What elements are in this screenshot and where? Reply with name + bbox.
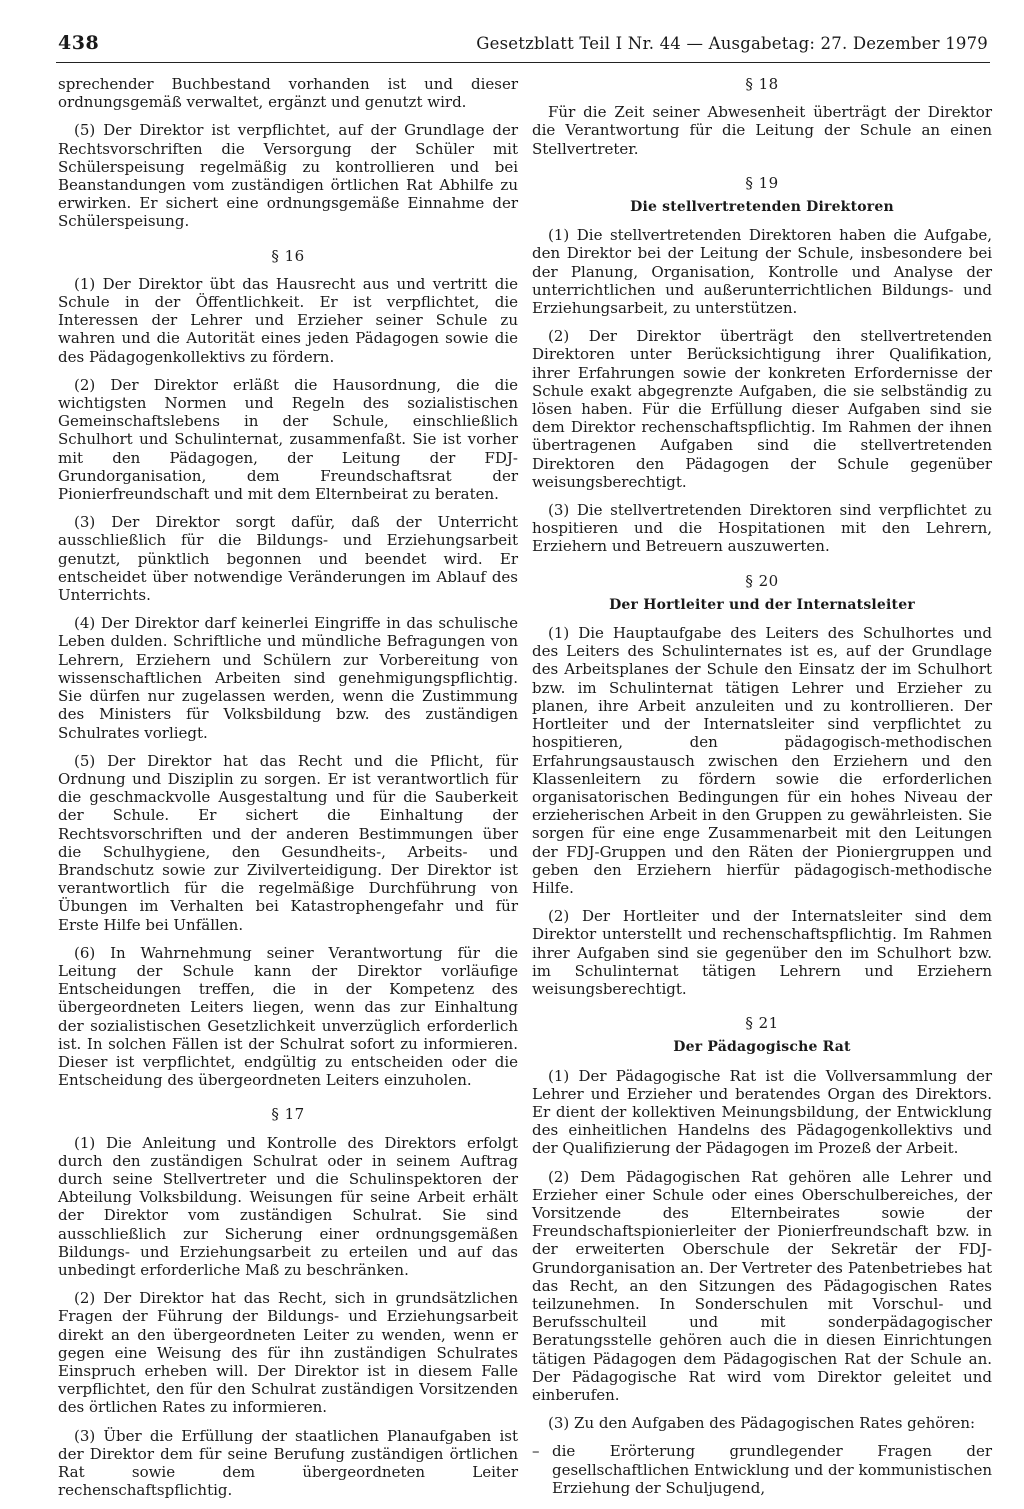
paragraph: (4) Der Direktor darf keinerlei Eingriffe in das schulische Leben dulden. Schriftliche und mündliche Befragungen von Lehrern, Erziehern und Schülern zur Vorbereitung von wissenschaftlichen Arbeiten sind genehmigungspflichtig. Sie dürfen nur zugelassen werden, wenn die Zustimmung des Ministers für Volksbildung bzw. des zuständigen Schulrates vorliegt. [58,614,518,742]
section-heading: § 19 [745,173,779,192]
section-title: Die stellvertretenden Direktoren [630,199,894,216]
section-heading: § 17 [271,1105,305,1124]
right-column [532,75,992,1497]
paragraph: (5) Der Direktor ist verpflichtet, auf der Grundlage der Rechtsvorschriften die Versorgung der Schüler mit Schülerspeisung regelmäßig zu kontrollieren und bei Beanstandungen vom zuständigen örtlichen Rat Abhilfe zu erwirken. Er sichert eine ordnungsgemäße Einnahme der Schülerspeisung. [58,121,518,231]
left-column [58,75,518,1509]
paragraph: (5) Der Direktor hat das Recht und die Pflicht, für Ordnung und Disziplin zu sorgen. Er ist verantwortlich für die geschmackvolle Ausgestaltung und für die Sauberkeit der Schule. Er sichert die Einhaltung der Rechtsvorschriften und der anderen Bestimmungen über die Schulhygiene, den Gesundheits-, Arbeits- und Brandschutz sowie zur Zivilverteidigung. Der Direktor ist verantwortlich für die regelmäßige Durchführung von Übungen im Verhalten bei Katastrophengefahr und für Erste Hilfe bei Unfällen. [58,751,518,934]
paragraph: Für die Zeit seiner Abwesenheit überträgt der Direktor die Verantwortung für die Leitung der Schule an einen Stellvertreter. [532,103,992,158]
paragraph: sprechender Buchbestand vorhanden ist und dieser ordnungsgemäß verwaltet, ergänzt und genutzt wird. [58,75,518,112]
running-head: Gesetzblatt Teil I Nr. 44 — Ausgabetag: 27. Dezember 1979 [476,34,988,53]
section-heading: § 18 [745,75,779,93]
page-number: 438 [58,32,100,54]
paragraph: (1) Die stellvertretenden Direktoren haben die Aufgabe, den Direktor bei der Leitung der Schule, insbesondere bei der Planung, Organisation, Kontrolle und Analyse der unterrichtlichen und außerunterrichtlichen Bildungs- und Erziehungsarbeit, zu unterstützen. [532,226,992,318]
section-heading: § 21 [745,1014,779,1033]
list-item-text: die Erörterung grundlegender Fragen der gesellschaftlichen Entwicklung und der kommunistischen Erziehung der Schuljugend, [552,1442,992,1497]
page-header [56,26,990,63]
paragraph: (3) Zu den Aufgaben des Pädagogischen Rates gehören: [548,1414,976,1433]
dash-bullet: – [532,1442,540,1461]
paragraph: (2) Der Direktor erläßt die Hausordnung, die die wichtigsten Normen und Regeln des sozialistischen Gemeinschaftslebens in der Schule, einschließlich Schulhort und Schulinternat, zusammenfaßt. Sie ist vorher mit den Pädagogen, der Leitung der FDJ-Grundorganisation, dem Freundschaftsrat der Pionierfreundschaft und mit dem Elternbeirat zu beraten. [58,375,518,504]
paragraph: (1) Die Anleitung und Kontrolle des Direktors erfolgt durch den zuständigen Schulrat oder in seinem Auftrag durch seine Stellvertreter und die Schulinspektoren der Abteilung Volksbildung. Weisungen für seine Arbeit erhält der Direktor vom zuständigen Schulrat. Sie sind ausschließlich zur Sicherung einer ordnungsgemäßen Bildungs- und Erziehungsarbeit zu erteilen und auf das unbedingt erforderliche Maß zu beschränken. [58,1133,518,1279]
paragraph: (1) Der Direktor übt das Hausrecht aus und vertritt die Schule in der Öffentlichkeit. Er ist verpflichtet, die Interessen der Lehrer und Erzieher seiner Schule zu wahren und die Autorität eines jeden Pädagogen sowie die des Pädagogenkollektivs zu fördern. [58,274,518,366]
paragraph: (3) Der Direktor sorgt dafür, daß der Unterricht ausschließlich für die Bildungs- und Erziehungsarbeit genutzt, pünktlich begonnen und beendet wird. Er entscheidet über notwendige Veränderungen im Ablauf des Unterrichts. [58,513,518,605]
paragraph: (3) Über die Erfüllung der staatlichen Planaufgaben ist der Direktor dem für seine Berufung zuständigen örtlichen Rat sowie dem übergeordneten Leiter rechenschaftspflichtig. [58,1426,518,1500]
paragraph: (3) Die stellvertretenden Direktoren sind verpflichtet zu hospitieren und die Hospitationen mit den Lehrern, Erziehern und Betreuern auszuwerten. [532,501,992,556]
paragraph: (1) Die Hauptaufgabe des Leiters des Schulhortes und des Leiters des Schulinternates ist es, auf der Grundlage des Arbeitsplanes der Schule den Einsatz der im Schulhort bzw. im Schulinternat tätigen Lehrer und Erzieher zu planen, ihre Arbeit anzuleiten und zu kontrollieren. Der Hortleiter und der Internatsleiter sind verpflichtet zu hospitieren, den pädagogisch-methodischen Erfahrungsaustausch zwischen den Erziehern und den Klassenleitern zu fördern sowie die erforderlichen organisatorischen Bedingungen für ein hohes Niveau der erzieherischen Arbeit in den Gruppen zu gewährleisten. Sie sorgen für eine enge Zusammenarbeit mit den Leitungen der FDJ-Gruppen und den Räten der Pioniergruppen und geben den Erziehern hierfür pädagogisch-methodische Hilfe. [532,624,992,897]
paragraph: (2) Dem Pädagogischen Rat gehören alle Lehrer und Erzieher einer Schule oder eines Oberschulbereiches, der Vorsitzende des Elternbeirates sowie der Freundschaftspionierleiter der Pionierfreundschaft bzw. in der erweiterten Oberschule der Sekretär der FDJ-Grundorganisation an. Der Vertreter des Patenbetriebes hat das Recht, an den Sitzungen des Pädagogischen Rates teilzunehmen. In Sonderschulen mit Vorschul- und Berufsschulteil und mit sonderpädagogischer Beratungsstelle gehören auch die in diesen Einrichtungen tätigen Pädagogen dem Pädagogischen Rat der Schule an. Der Pädagogische Rat wird vom Direktor geleitet und einberufen. [532,1167,992,1404]
paragraph: (2) Der Direktor hat das Recht, sich in grundsätzlichen Fragen der Führung der Bildungs- und Erziehungsarbeit direkt an den übergeordneten Leiter zu wenden, wenn er gegen eine Weisung des für ihn zuständigen Schulrates Einspruch erheben will. Der Direktor ist in diesem Falle verpflichtet, den für den Schulrat zuständigen Vorsitzenden des örtlichen Rates zu informieren. [58,1289,518,1417]
list-item [532,1442,992,1497]
section-title: Der Pädagogische Rat [673,1039,851,1056]
paragraph: (6) In Wahrnehmung seiner Verantwortung für die Leitung der Schule kann der Direktor vorläufige Entscheidungen treffen, die in der Kompetenz des übergeordneten Leiters liegen, wenn das zur Einhaltung der sozialistischen Gesetzlichkeit unverzüglich erforderlich ist. In solchen Fällen ist der Schulrat sofort zu informieren. Dieser ist verpflichtet, endgültig zu entscheiden oder die Entscheidung des übergeordneten Leiters einzuholen. [58,943,518,1090]
section-heading: § 16 [271,246,305,265]
section-title: Der Hortleiter und der Internatsleiter [609,596,915,613]
section-heading: § 20 [745,571,779,590]
paragraph: (2) Der Direktor überträgt den stellvertretenden Direktoren unter Berücksichtigung ihrer Qualifikation, ihrer Erfahrungen sowie der konkreten Erfordernisse der Schule exakt abgegrenzte Aufgaben, die sie selbständig zu lösen haben. Für die Erfüllung dieser Aufgaben sind sie dem Direktor rechenschaftspflichtig. Im Rahmen der ihnen übertragenen Aufgaben sind die stellvertretenden Direktoren den Pädagogen der Schule gegenüber weisungsberechtigt. [532,327,992,491]
paragraph: (2) Der Hortleiter und der Internatsleiter sind dem Direktor unterstellt und rechenschaftspflichtig. Im Rahmen ihrer Aufgaben sind sie gegenüber den im Schulhort bzw. im Schulinternat tätigen Lehrern und Erziehern weisungsberechtigt. [532,907,992,998]
paragraph: (1) Der Pädagogische Rat ist die Vollversammlung der Lehrer und Erzieher und beratendes Organ des Direktors. Er dient der kollektiven Meinungsbildung, der Entwicklung des einheitlichen Handelns des Pädagogenkollektivs und der Qualifizierung der Pädagogen im Prozeß der Arbeit. [532,1066,992,1158]
